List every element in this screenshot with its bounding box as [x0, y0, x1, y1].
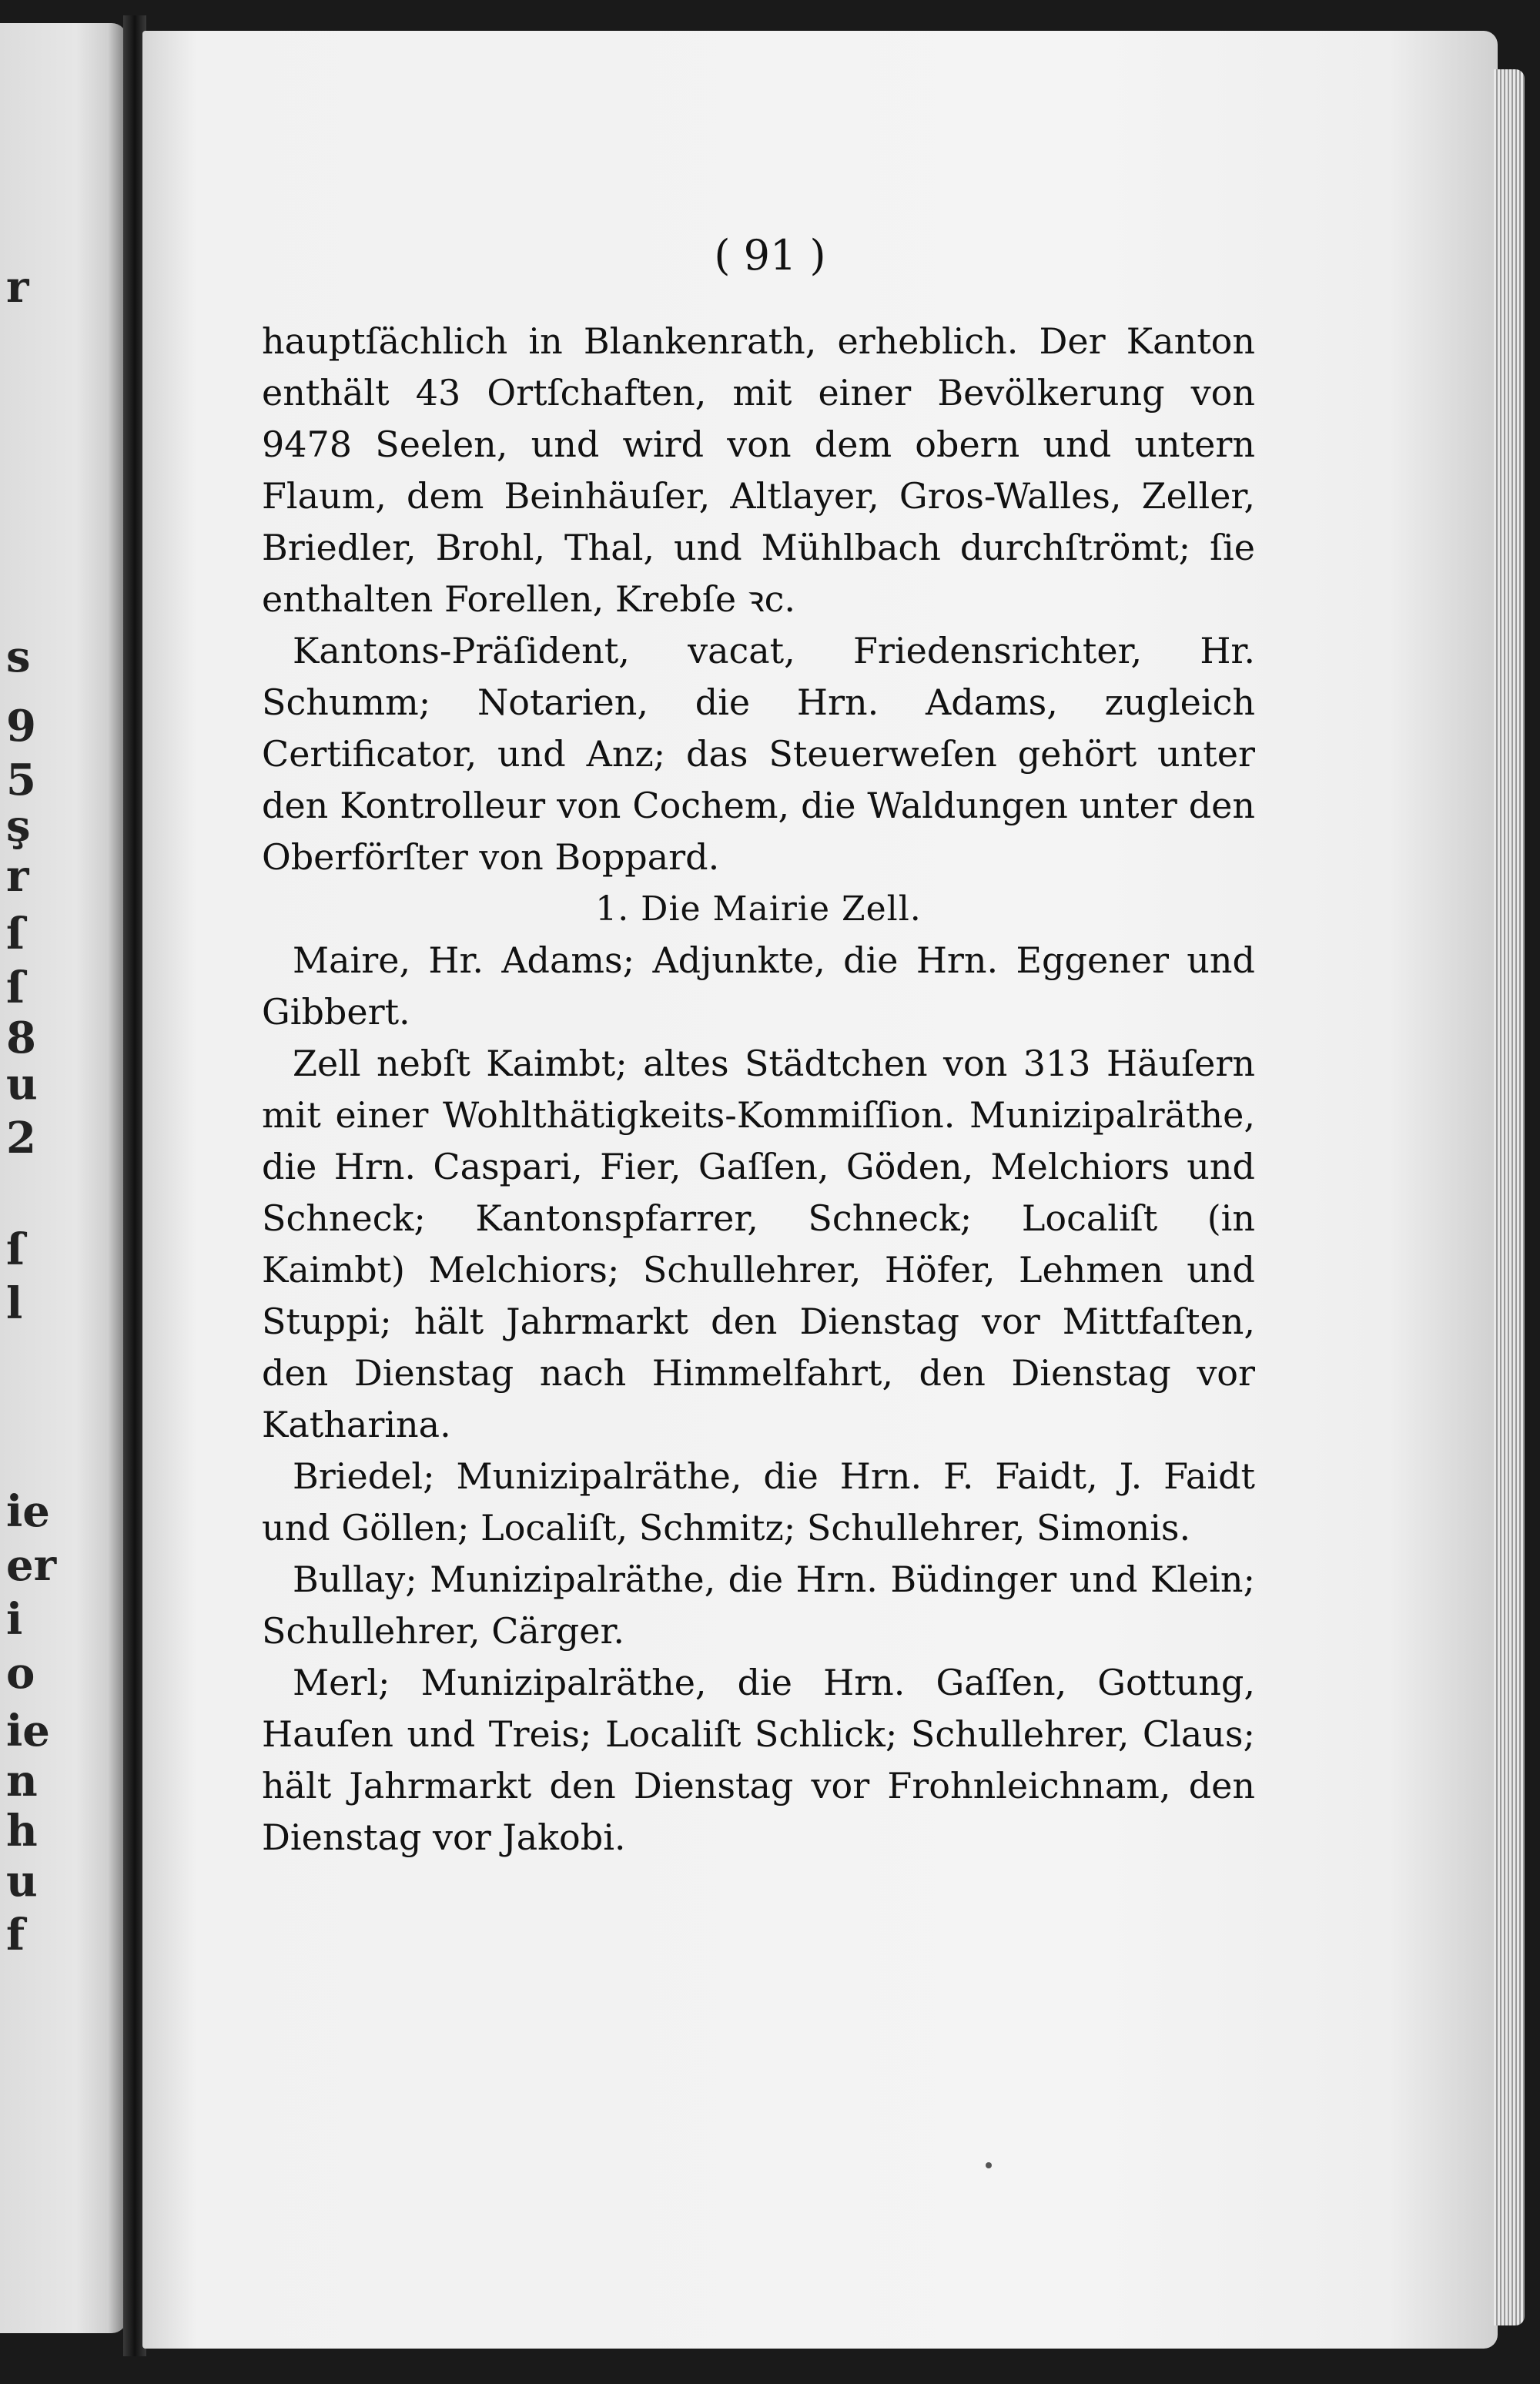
left-fragment: 8 — [6, 1013, 36, 1063]
left-fragment: 5 — [6, 755, 36, 805]
paragraph: Kantons-Präſident, vacat, Friedensrichter, Hr. Schumm; Notarien, die Hrn. Adams, zugleich Certificator, und Anz; das Steuerweſen gehört unter den Kontrolleur von Cochem, die Waldungen unter den Oberförſter von Boppard. — [262, 630, 1255, 878]
left-fragment: h — [6, 1806, 38, 1857]
section-heading: 1. Die Mairie Zell. — [595, 889, 922, 929]
left-fragment: ie — [6, 1706, 50, 1756]
paragraph: hauptſächlich in Blankenrath, erheblich. Der Kanton enthält 43 Ortſchaften, mit einer Bevölkerung von 9478 Seelen, und wird von dem obern und untern Flaum, dem Beinhäuſer, Altlayer, Gros-Walles, Zeller, Briedler, Brohl, Thal, und Mühlbach durchſtrömt; ſie enthalten Forellen, Krebſe ꝛc. — [262, 320, 1255, 620]
paragraph: Zell nebſt Kaimbt; altes Städtchen von 313 Häuſern mit einer Wohlthätigkeits-Kommiſſion. Munizipalräthe, die Hrn. Caspari, Fier, Gaſſen, Göden, Melchiors und Schneck; Kantonspfarrer, Schneck; Localiſt (in Kaimbt) Melchiors; Schullehrer, Höfer, Lehmen und Stuppi; hält Jahrmarkt den Dienstag vor Mittfaſten, den Dienstag nach Himmelfahrt, den Dienstag vor Katharina. — [262, 1043, 1255, 1445]
page-body — [262, 316, 1255, 1863]
left-fragment: s — [6, 631, 31, 682]
left-fragment: n — [6, 1756, 38, 1806]
left-fragment: f — [6, 1910, 25, 1960]
left-fragment: r — [6, 262, 29, 313]
paragraph: Briedel; Munizipalräthe, die Hrn. F. Faidt, J. Faidt und Göllen; Localiſt, Schmitz; Schullehrer, Simonis. — [262, 1455, 1255, 1549]
left-fragment: i — [6, 1594, 23, 1645]
paragraph: Bullay; Munizipalräthe, die Hrn. Büdinger und Klein; Schullehrer, Cärger. — [262, 1559, 1255, 1652]
left-fragment: ie — [6, 1486, 50, 1537]
page-number: ( 91 ) — [714, 231, 826, 280]
left-fragment: er — [6, 1540, 57, 1591]
left-fragment: ſ — [6, 909, 25, 959]
left-fragment: ſ — [6, 1224, 25, 1275]
left-fragment: r — [6, 851, 29, 902]
left-fragment: ſ — [6, 963, 25, 1013]
paragraph: Maire, Hr. Adams; Adjunkte, die Hrn. Eggener und Gibbert. — [262, 939, 1255, 1033]
previous-page-edge — [0, 23, 127, 2333]
left-fragment: 9 — [6, 701, 36, 752]
left-fragment: u — [6, 1856, 38, 1907]
left-fragment: l — [6, 1278, 23, 1329]
left-fragment: u — [6, 1059, 38, 1110]
paragraph: Merl; Munizipalräthe, die Hrn. Gaſſen, Gottung, Hauſen und Treis; Localiſt Schlick; Schullehrer, Claus; hält Jahrmarkt den Dienstag vor Frohnleichnam, den Dienstag vor Jakobi. — [262, 1662, 1255, 1858]
left-fragment: o — [6, 1648, 35, 1699]
ink-speck — [986, 2162, 992, 2168]
left-fragment: ş — [6, 801, 31, 852]
page-stack-edge — [1494, 69, 1525, 2325]
left-fragment: 2 — [6, 1113, 36, 1164]
